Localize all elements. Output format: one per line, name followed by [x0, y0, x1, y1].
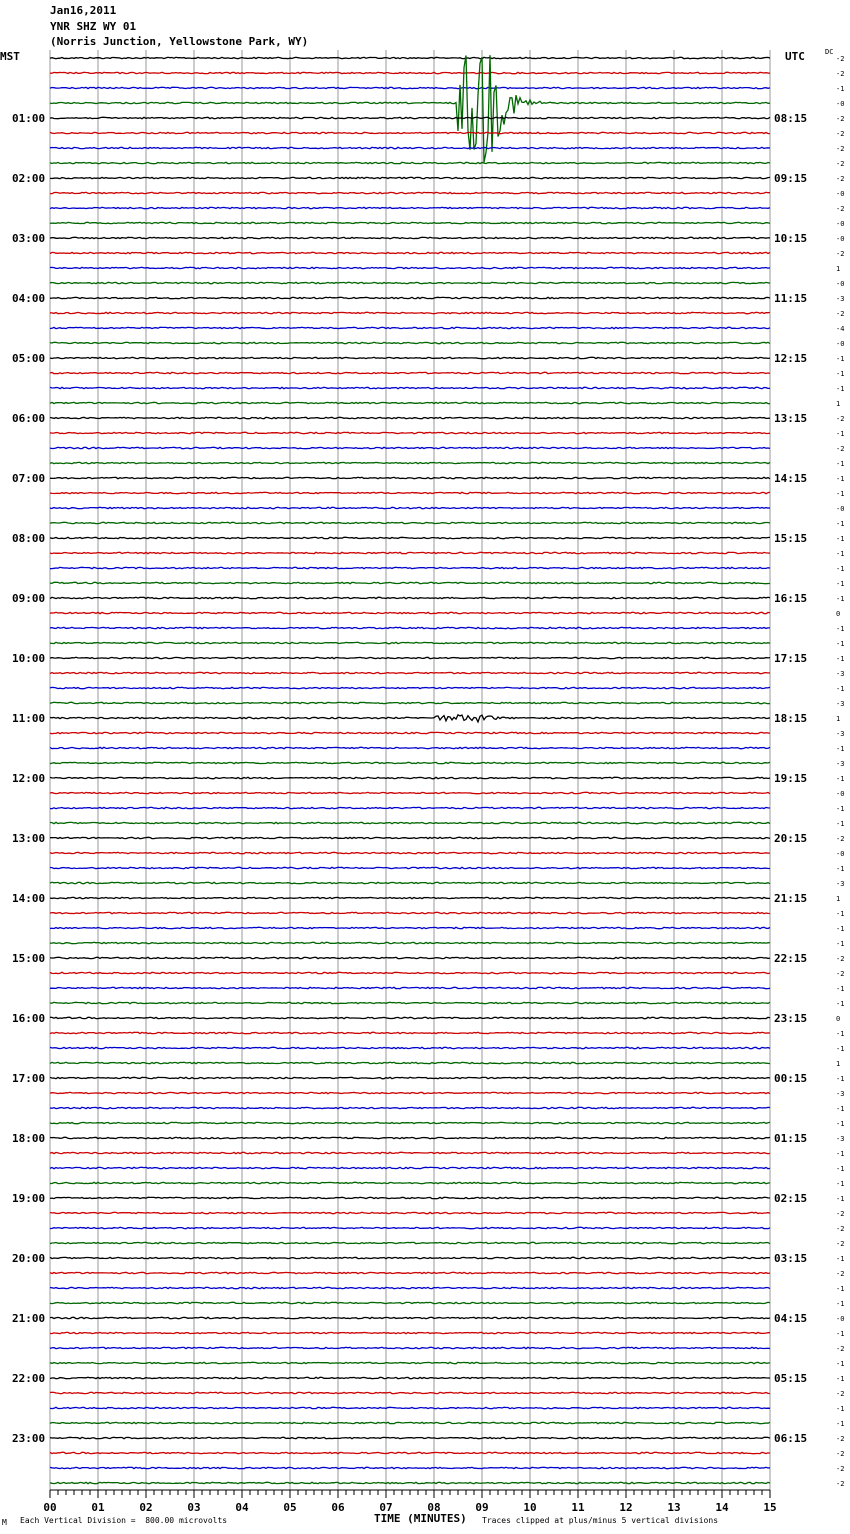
right-hour-label: 00:15 — [774, 1072, 808, 1085]
dc-offset-value: -1 — [836, 1360, 845, 1368]
dc-offset-value: -2 — [836, 970, 845, 978]
dc-offset-value: -1 — [836, 640, 845, 648]
trace-row-84 — [50, 1317, 770, 1318]
trace-row-22 — [50, 387, 770, 388]
dc-offset-value: -2 — [836, 1345, 845, 1353]
right-hour-label: 05:15 — [774, 1372, 808, 1385]
trace-row-60 — [50, 957, 770, 958]
trace-row-93 — [50, 1452, 770, 1453]
right-hour-label: 16:15 — [774, 592, 808, 605]
trace-row-9 — [50, 192, 770, 193]
trace-row-59 — [50, 942, 770, 943]
dc-offset-value: -1 — [836, 1045, 845, 1053]
trace-row-74 — [50, 1167, 770, 1168]
left-timezone-label: MST — [0, 50, 20, 63]
dc-offset-value: -1 — [836, 1180, 845, 1188]
trace-row-82 — [50, 1287, 770, 1288]
dc-offset-value: -2 — [836, 70, 845, 78]
left-hour-label: 21:00 — [12, 1312, 46, 1325]
trace-row-86 — [50, 1347, 770, 1348]
dc-offset-value: -1 — [836, 1165, 845, 1173]
left-hour-label: 13:00 — [12, 832, 46, 845]
dc-offset-value: -1 — [836, 355, 845, 363]
dc-offset-value: -2 — [836, 1435, 845, 1443]
trace-row-72 — [50, 1137, 770, 1138]
dc-offset-value: -2 — [836, 445, 845, 453]
trace-row-1 — [50, 72, 770, 73]
dc-offset-value: -2 — [836, 835, 845, 843]
dc-offset-value: -1 — [836, 1150, 845, 1158]
dc-offset-value: -3 — [836, 295, 845, 303]
dc-offset-value: -1 — [836, 385, 845, 393]
dc-offset-value: -1 — [836, 775, 845, 783]
dc-offset-value: -2 — [836, 160, 845, 168]
vertical-division-note: Each Vertical Division = 800.00 microvolts — [20, 1516, 228, 1525]
dc-offset-value: -1 — [836, 820, 845, 828]
dc-offset-value: -2 — [836, 130, 845, 138]
dc-offset-value: -1 — [836, 85, 845, 93]
trace-row-51 — [50, 822, 770, 823]
trace-row-63 — [50, 1002, 770, 1003]
x-tick-label: 05 — [283, 1501, 297, 1514]
dc-offset-value: -1 — [836, 1255, 845, 1263]
dc-offset-value: -1 — [836, 1105, 845, 1113]
dc-offset-value: -2 — [836, 1270, 845, 1278]
right-hour-label: 06:15 — [774, 1432, 808, 1445]
dc-offset-value: -3 — [836, 730, 845, 738]
dc-offset-value: 1 — [836, 265, 841, 273]
trace-row-53 — [50, 852, 770, 853]
right-hour-label: 19:15 — [774, 772, 808, 785]
dc-offset-value: -2 — [836, 115, 845, 123]
trace-row-62 — [50, 987, 770, 988]
x-tick-label: 14 — [715, 1501, 729, 1514]
dc-offset-value: -1 — [836, 805, 845, 813]
dc-offset-value: -0 — [836, 1315, 845, 1323]
trace-row-12 — [50, 237, 770, 238]
trace-row-18 — [50, 327, 770, 328]
right-hour-label: 03:15 — [774, 1252, 808, 1265]
trace-row-90 — [50, 1407, 770, 1408]
dc-offset-value: -2 — [836, 250, 845, 258]
trace-row-88 — [50, 1377, 770, 1378]
trace-row-91 — [50, 1422, 770, 1423]
dc-offset-value: -3 — [836, 1090, 845, 1098]
x-tick-label: 00 — [43, 1501, 57, 1514]
dc-offset-value: -0 — [836, 280, 845, 288]
right-hour-label: 13:15 — [774, 412, 808, 425]
left-hour-label: 19:00 — [12, 1192, 46, 1205]
dc-offset-value: -2 — [836, 175, 845, 183]
dc-offset-value: -0 — [836, 235, 845, 243]
dc-offset-value: -1 — [836, 1000, 845, 1008]
trace-row-79 — [50, 1242, 770, 1243]
dc-offset-value: -1 — [836, 475, 845, 483]
dc-offset-value: -1 — [836, 595, 845, 603]
trace-row-7 — [50, 162, 770, 163]
trace-row-5 — [50, 132, 770, 133]
trace-row-61 — [50, 972, 770, 973]
left-hour-label: 18:00 — [12, 1132, 46, 1145]
right-hour-label: 12:15 — [774, 352, 808, 365]
dc-offset-value: -2 — [836, 145, 845, 153]
dc-offset-value: -3 — [836, 670, 845, 678]
trace-row-14 — [50, 267, 770, 268]
right-hour-label: 02:15 — [774, 1192, 808, 1205]
x-tick-label: 01 — [91, 1501, 105, 1514]
trace-row-26 — [50, 447, 770, 448]
right-hour-label: 11:15 — [774, 292, 808, 305]
trace-row-28 — [50, 477, 770, 478]
trace-row-66 — [50, 1047, 770, 1048]
left-hour-label: 04:00 — [12, 292, 46, 305]
trace-row-25 — [50, 432, 770, 433]
trace-row-78 — [50, 1227, 770, 1228]
dc-offset-value: 1 — [836, 895, 841, 903]
trace-row-17 — [50, 312, 770, 313]
x-tick-label: 02 — [139, 1501, 153, 1514]
right-hour-label: 23:15 — [774, 1012, 808, 1025]
x-tick-label: 07 — [379, 1501, 393, 1514]
trace-row-55 — [50, 882, 770, 883]
trace-row-80 — [50, 1257, 770, 1258]
dc-offset-value: -0 — [836, 790, 845, 798]
dc-offset-value: -1 — [836, 1195, 845, 1203]
trace-row-2 — [50, 87, 770, 88]
dc-offset-value: 0 — [836, 610, 841, 618]
dc-offset-value: 1 — [836, 715, 841, 723]
dc-offset-value: -3 — [836, 880, 845, 888]
dc-offset-value: -1 — [836, 1405, 845, 1413]
dc-offset-value: 1 — [836, 400, 841, 408]
trace-row-15 — [50, 282, 770, 283]
dc-offset-value: -1 — [836, 1075, 845, 1083]
right-hour-label: 01:15 — [774, 1132, 808, 1145]
trace-row-76 — [50, 1197, 770, 1198]
trace-row-0 — [50, 57, 770, 58]
dc-offset-value: -1 — [836, 580, 845, 588]
trace-row-68 — [50, 1077, 770, 1078]
trace-row-69 — [50, 1092, 770, 1093]
dc-offset-value: -1 — [836, 370, 845, 378]
right-hour-label: 09:15 — [774, 172, 808, 185]
trace-row-71 — [50, 1122, 770, 1123]
trace-row-64 — [50, 1017, 770, 1018]
trace-row-67 — [50, 1062, 770, 1063]
x-tick-label: 03 — [187, 1501, 201, 1514]
left-hour-label: 22:00 — [12, 1372, 46, 1385]
dc-offset-value: -3 — [836, 700, 845, 708]
trace-row-58 — [50, 927, 770, 928]
trace-row-6 — [50, 147, 770, 148]
trace-row-21 — [50, 372, 770, 373]
x-axis-title: TIME (MINUTES) — [374, 1512, 467, 1525]
right-hour-label: 20:15 — [774, 832, 808, 845]
left-hour-label: 02:00 — [12, 172, 46, 185]
dc-offset-value: -1 — [836, 1285, 845, 1293]
left-hour-label: 07:00 — [12, 472, 46, 485]
trace-row-50 — [50, 807, 770, 808]
x-tick-label: 12 — [619, 1501, 633, 1514]
trace-row-27 — [50, 462, 770, 463]
trace-row-38 — [50, 627, 770, 628]
dc-offset-value: -1 — [836, 520, 845, 528]
right-hour-label: 14:15 — [774, 472, 808, 485]
trace-row-4 — [50, 117, 770, 118]
trace-row-30 — [50, 507, 770, 508]
dc-offset-value: -2 — [836, 1465, 845, 1473]
right-hour-label: 21:15 — [774, 892, 808, 905]
dc-offset-value: -1 — [836, 625, 845, 633]
dc-offset-value: -2 — [836, 955, 845, 963]
left-hour-label: 09:00 — [12, 592, 46, 605]
dc-offset-value: -1 — [836, 550, 845, 558]
trace-row-40 — [50, 657, 770, 658]
left-hour-label: 14:00 — [12, 892, 46, 905]
left-hour-label: 23:00 — [12, 1432, 46, 1445]
trace-row-73 — [50, 1152, 770, 1153]
dc-offset-value: -1 — [836, 985, 845, 993]
dc-offset-value: -0 — [836, 340, 845, 348]
dc-offset-header: DC — [825, 48, 834, 56]
dc-offset-value: 1 — [836, 1060, 841, 1068]
trace-row-20 — [50, 357, 770, 358]
dc-offset-value: -3 — [836, 760, 845, 768]
trace-row-8 — [50, 177, 770, 178]
dc-offset-value: -0 — [836, 505, 845, 513]
x-tick-label: 11 — [571, 1501, 585, 1514]
trace-row-75 — [50, 1182, 770, 1183]
right-hour-label: 22:15 — [774, 952, 808, 965]
trace-row-43 — [50, 702, 770, 703]
dc-offset-value: -1 — [836, 655, 845, 663]
dc-offset-value: -1 — [836, 565, 845, 573]
trace-row-10 — [50, 207, 770, 208]
trace-row-3 — [50, 55, 770, 162]
x-tick-label: 10 — [523, 1501, 537, 1514]
dc-offset-value: -1 — [836, 940, 845, 948]
dc-offset-value: -1 — [836, 685, 845, 693]
corner-mark: M — [2, 1518, 7, 1527]
trace-row-19 — [50, 342, 770, 343]
trace-row-45 — [50, 732, 770, 733]
trace-row-48 — [50, 777, 770, 778]
dc-offset-value: -1 — [836, 460, 845, 468]
left-hour-label: 16:00 — [12, 1012, 46, 1025]
trace-row-49 — [50, 792, 770, 793]
left-hour-label: 03:00 — [12, 232, 46, 245]
trace-row-94 — [50, 1467, 770, 1468]
left-hour-label: 01:00 — [12, 112, 46, 125]
trace-row-39 — [50, 642, 770, 643]
dc-offset-value: -2 — [836, 1480, 845, 1488]
trace-row-52 — [50, 837, 770, 838]
trace-row-31 — [50, 522, 770, 523]
dc-offset-value: -2 — [836, 1450, 845, 1458]
x-tick-label: 09 — [475, 1501, 489, 1514]
trace-row-11 — [50, 222, 770, 223]
dc-offset-value: -2 — [836, 1225, 845, 1233]
trace-row-57 — [50, 912, 770, 913]
dc-offset-value: -1 — [836, 430, 845, 438]
dc-offset-value: -1 — [836, 1420, 845, 1428]
dc-offset-value: -2 — [836, 415, 845, 423]
x-tick-label: 08 — [427, 1501, 441, 1514]
left-hour-label: 17:00 — [12, 1072, 46, 1085]
dc-offset-value: -1 — [836, 865, 845, 873]
left-hour-label: 05:00 — [12, 352, 46, 365]
dc-offset-value: -0 — [836, 850, 845, 858]
right-hour-label: 15:15 — [774, 532, 808, 545]
dc-offset-value: -2 — [836, 55, 845, 63]
trace-row-34 — [50, 567, 770, 568]
right-hour-label: 10:15 — [774, 232, 808, 245]
left-hour-label: 06:00 — [12, 412, 46, 425]
dc-offset-value: -2 — [836, 1240, 845, 1248]
trace-row-54 — [50, 867, 770, 868]
dc-offset-value: -1 — [836, 490, 845, 498]
trace-row-89 — [50, 1392, 770, 1393]
left-hour-label: 11:00 — [12, 712, 46, 725]
dc-offset-value: -1 — [836, 1300, 845, 1308]
trace-row-44 — [50, 715, 770, 722]
dc-offset-value: -2 — [836, 205, 845, 213]
dc-offset-value: -1 — [836, 925, 845, 933]
trace-row-47 — [50, 762, 770, 763]
trace-row-56 — [50, 897, 770, 898]
trace-row-81 — [50, 1272, 770, 1273]
dc-offset-value: -1 — [836, 1030, 845, 1038]
dc-offset-value: 0 — [836, 1015, 841, 1023]
trace-row-77 — [50, 1212, 770, 1213]
x-tick-label: 04 — [235, 1501, 249, 1514]
x-tick-label: 13 — [667, 1501, 681, 1514]
dc-offset-value: -3 — [836, 1135, 845, 1143]
trace-row-33 — [50, 552, 770, 553]
trace-row-65 — [50, 1032, 770, 1033]
dc-offset-value: -0 — [836, 100, 845, 108]
right-hour-label: 17:15 — [774, 652, 808, 665]
trace-row-83 — [50, 1302, 770, 1303]
trace-row-46 — [50, 747, 770, 748]
trace-row-36 — [50, 597, 770, 598]
station-code: YNR SHZ WY 01 — [50, 20, 137, 33]
right-timezone-label: UTC — [785, 50, 805, 63]
station-location: (Norris Junction, Yellowstone Park, WY) — [50, 35, 309, 48]
dc-offset-value: -1 — [836, 1375, 845, 1383]
left-hour-label: 20:00 — [12, 1252, 46, 1265]
right-hour-label: 08:15 — [774, 112, 808, 125]
dc-offset-value: -2 — [836, 1390, 845, 1398]
left-hour-label: 08:00 — [12, 532, 46, 545]
trace-row-32 — [50, 537, 770, 538]
right-hour-label: 18:15 — [774, 712, 808, 725]
dc-offset-value: -1 — [836, 1330, 845, 1338]
trace-row-41 — [50, 672, 770, 673]
left-hour-label: 10:00 — [12, 652, 46, 665]
trace-row-42 — [50, 687, 770, 688]
right-hour-label: 04:15 — [774, 1312, 808, 1325]
trace-row-35 — [50, 582, 770, 583]
trace-row-29 — [50, 492, 770, 493]
dc-offset-value: -1 — [836, 535, 845, 543]
dc-offset-value: -2 — [836, 310, 845, 318]
x-tick-label: 06 — [331, 1501, 345, 1514]
trace-row-70 — [50, 1107, 770, 1108]
trace-row-13 — [50, 252, 770, 253]
trace-row-95 — [50, 1482, 770, 1483]
trace-row-85 — [50, 1332, 770, 1333]
dc-offset-value: -2 — [836, 1210, 845, 1218]
trace-row-92 — [50, 1437, 770, 1438]
left-hour-label: 12:00 — [12, 772, 46, 785]
dc-offset-value: -1 — [836, 910, 845, 918]
left-hour-label: 15:00 — [12, 952, 46, 965]
trace-row-24 — [50, 417, 770, 418]
trace-row-16 — [50, 297, 770, 298]
dc-offset-value: -1 — [836, 745, 845, 753]
x-tick-label: 15 — [763, 1501, 777, 1514]
clip-note: Traces clipped at plus/minus 5 vertical divisions — [482, 1516, 719, 1525]
dc-offset-value: -1 — [836, 1120, 845, 1128]
trace-row-23 — [50, 402, 770, 403]
dc-offset-value: -4 — [836, 325, 845, 333]
plot-date: Jan16,2011 — [50, 4, 117, 17]
dc-offset-value: -0 — [836, 220, 845, 228]
trace-row-87 — [50, 1362, 770, 1363]
trace-row-37 — [50, 612, 770, 613]
dc-offset-value: -0 — [836, 190, 845, 198]
